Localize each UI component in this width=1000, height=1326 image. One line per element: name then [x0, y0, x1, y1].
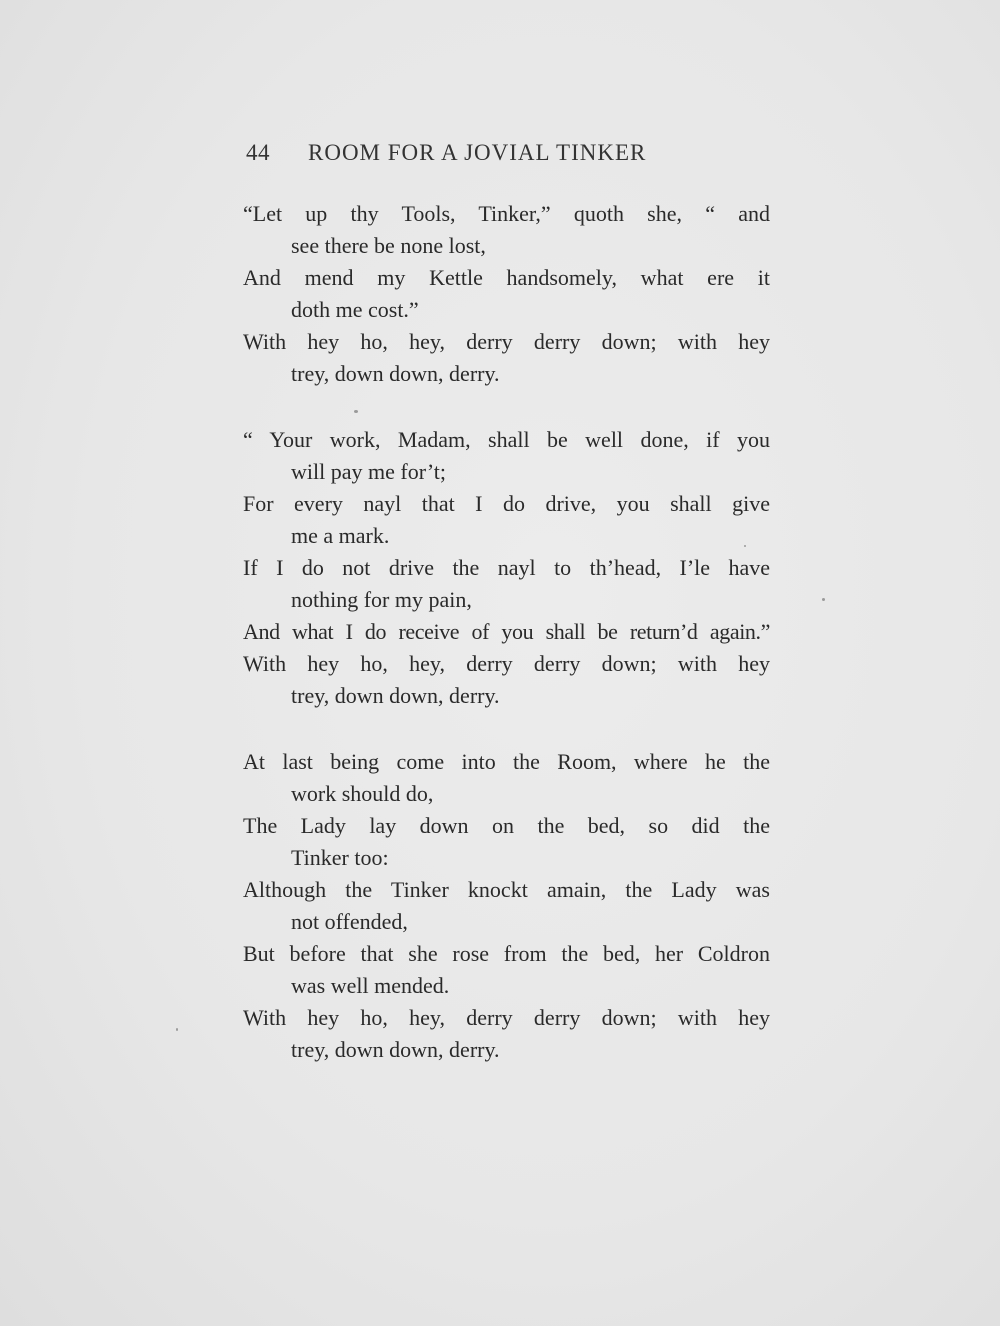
- refrain-text: With hey ho, hey, derry derry down; with hey: [243, 329, 770, 354]
- verse-line-text: And mend my Kettle handsomely, what ere it: [243, 265, 770, 290]
- verse-line-turnover: see there be none lost,: [291, 233, 486, 258]
- verse-line: [243, 488, 770, 552]
- refrain: [243, 326, 770, 390]
- verse-line-turnover: will pay me for’t;: [291, 459, 446, 484]
- refrain-turnover: trey, down down, derry.: [291, 683, 500, 708]
- paper-speck: [354, 410, 358, 413]
- poem-body: [243, 198, 770, 1100]
- verse-line-turnover: doth me cost.”: [291, 297, 419, 322]
- verse-line-text: At last being come into the Room, where he the: [243, 749, 770, 774]
- verse-line-text: “ Your work, Madam, shall be well done, if you: [243, 427, 770, 452]
- verse-line-turnover: nothing for my pain,: [291, 587, 472, 612]
- refrain-turnover: trey, down down, derry.: [291, 1037, 500, 1062]
- verse-line: [243, 262, 770, 326]
- stanza: [243, 746, 770, 1066]
- verse-line-text: For every nayl that I do drive, you shall give: [243, 491, 770, 516]
- verse-line-text: The Lady lay down on the bed, so did the: [243, 813, 770, 838]
- verse-line-text: Although the Tinker knockt amain, the Lady was: [243, 877, 770, 902]
- verse-line-turnover: was well mended.: [291, 973, 450, 998]
- verse-line: [243, 198, 770, 262]
- refrain-turnover: trey, down down, derry.: [291, 361, 500, 386]
- refrain: [243, 648, 770, 712]
- verse-line: [243, 874, 770, 938]
- verse-line-turnover: not offended,: [291, 909, 408, 934]
- verse-line: [243, 616, 770, 648]
- verse-line-turnover: work should do,: [291, 781, 434, 806]
- refrain-text: With hey ho, hey, derry derry down; with hey: [243, 651, 770, 676]
- refrain-text: With hey ho, hey, derry derry down; with hey: [243, 1005, 770, 1030]
- verse-line-text: And what I do receive of you shall be return’d again.”: [243, 619, 770, 644]
- page-number: 44: [246, 140, 270, 165]
- stanza: [243, 198, 770, 390]
- running-header: [246, 140, 776, 166]
- running-title: ROOM FOR A JOVIAL TINKER: [308, 140, 647, 165]
- verse-line: [243, 424, 770, 488]
- paper-speck: [176, 1028, 178, 1031]
- verse-line: [243, 938, 770, 1002]
- refrain: [243, 1002, 770, 1066]
- stanza: [243, 424, 770, 712]
- verse-line: [243, 746, 770, 810]
- verse-line: [243, 552, 770, 616]
- verse-line-text: If I do not drive the nayl to th’head, I’le have: [243, 555, 770, 580]
- paper-speck: [744, 545, 746, 547]
- verse-line-turnover: me a mark.: [291, 523, 390, 548]
- paper-speck: [822, 598, 825, 601]
- verse-line-turnover: Tinker too:: [291, 845, 389, 870]
- verse-line-text: “Let up thy Tools, Tinker,” quoth she, “ and: [243, 201, 770, 226]
- verse-line: [243, 810, 770, 874]
- verse-line-text: But before that she rose from the bed, her Coldron: [243, 941, 770, 966]
